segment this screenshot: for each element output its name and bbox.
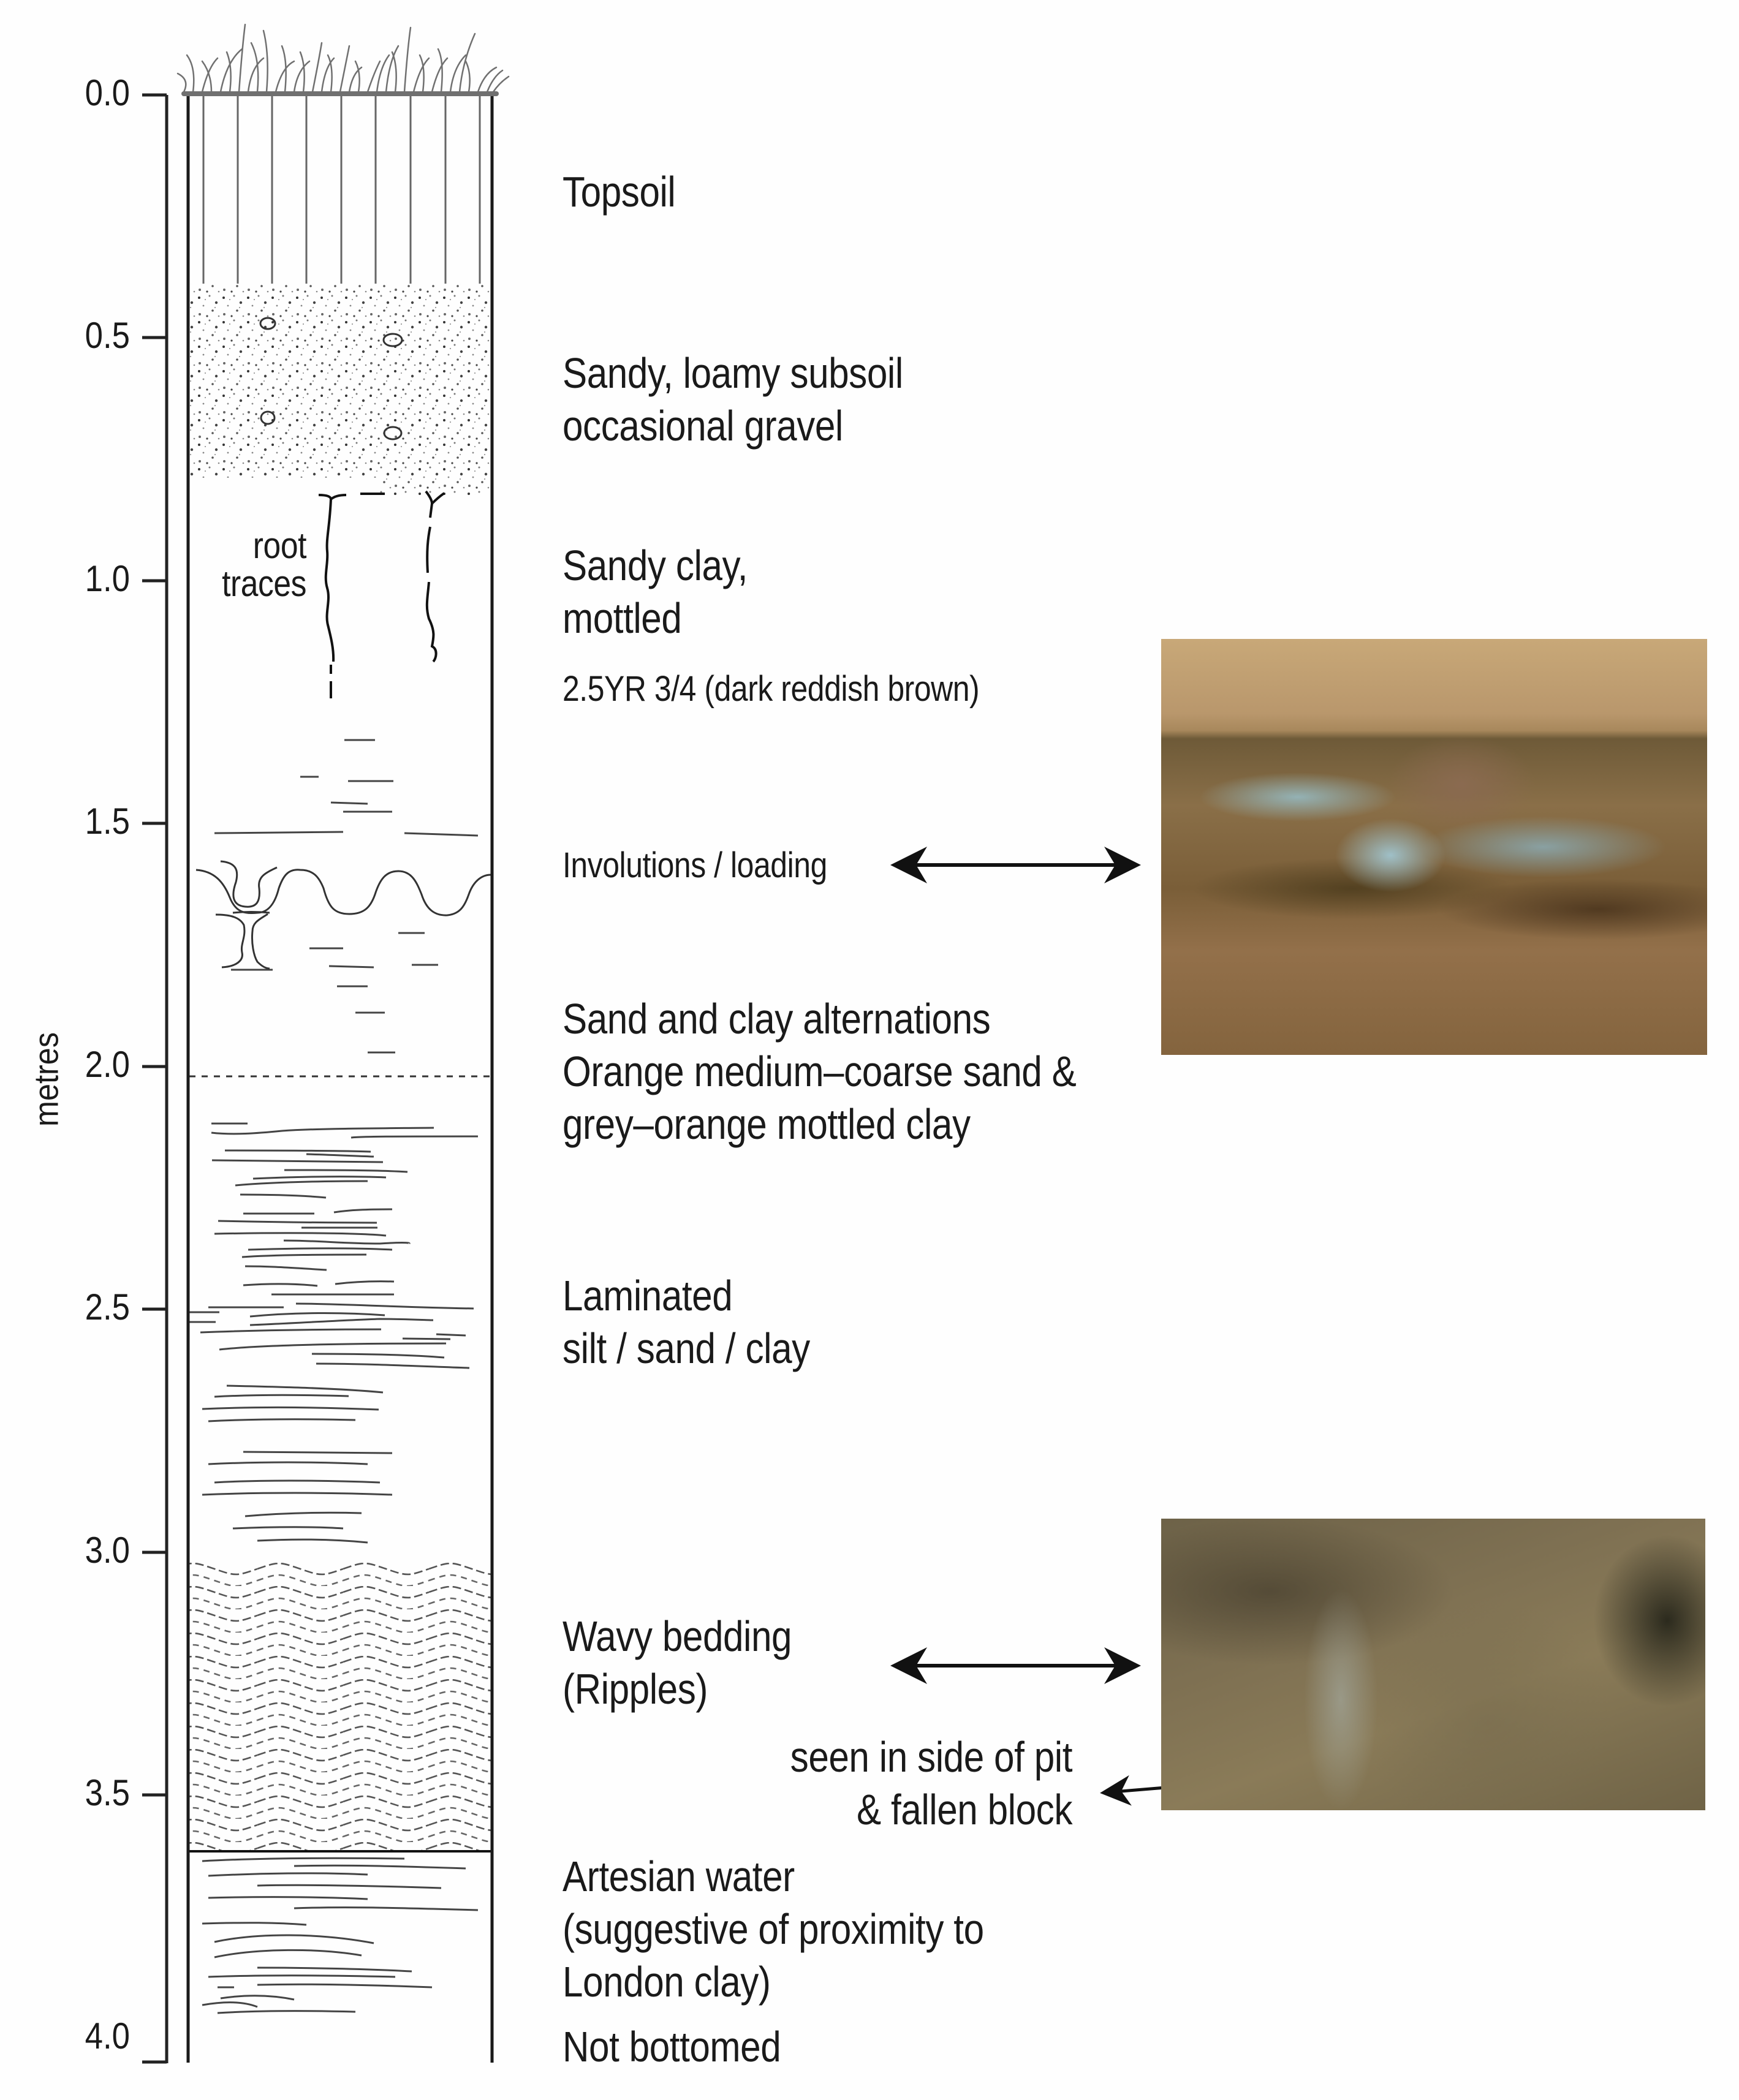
involutions-pattern — [196, 861, 491, 969]
sparse-dashes — [214, 740, 478, 1052]
root-traces-line1: root — [252, 525, 306, 566]
basal-laminated-pattern — [202, 1858, 478, 2013]
label-subsoil: Sandy, loamy subsoil occasional gravel — [563, 349, 903, 450]
tick-label-3.0: 3.0 — [85, 1530, 130, 1571]
wavy-bedding-photo — [1161, 1519, 1705, 1810]
label-involutions: Involutions / loading — [563, 845, 827, 885]
label-alternations: Sand and clay alternations Orange medium–coarse sand & grey–orange mottled clay — [563, 995, 1077, 1148]
root-traces — [319, 491, 444, 698]
wavy-bedding-pattern — [189, 1563, 491, 1851]
tick-label-3.5: 3.5 — [85, 1772, 130, 1813]
label-sandy-clay: Sandy clay, mottled — [563, 542, 748, 642]
root-traces-label — [201, 527, 306, 603]
tick-label-1.0: 1.0 — [85, 558, 130, 599]
depth-axis — [142, 95, 167, 2063]
grass-icon — [178, 25, 509, 94]
label-not-bottomed: Not bottomed — [563, 2023, 781, 2071]
tick-label-0.0: 0.0 — [85, 72, 130, 113]
laminated-pattern — [189, 1124, 478, 1543]
tick-label-0.5: 0.5 — [85, 315, 130, 356]
tick-label-1.5: 1.5 — [85, 801, 130, 842]
topsoil-pattern — [203, 95, 480, 284]
axis-title-metres: metres — [26, 1032, 66, 1127]
label-seen-in-pit: seen in side of pit & fallen block — [790, 1733, 1072, 1834]
subsoil-pattern — [189, 284, 491, 495]
label-topsoil: Topsoil — [563, 168, 676, 216]
tick-label-2.5: 2.5 — [85, 1286, 130, 1328]
root-traces-line2: traces — [222, 563, 306, 604]
tick-label-4.0: 4.0 — [85, 2015, 130, 2057]
label-laminated: Laminated silt / sand / clay — [563, 1272, 810, 1372]
label-wavy-bedding: Wavy bedding (Ripples) — [563, 1612, 792, 1713]
tick-label-2.0: 2.0 — [85, 1044, 130, 1085]
label-artesian-water: Artesian water (suggestive of proximity to London clay) — [563, 1853, 984, 2006]
label-munsell-colour: 2.5YR 3/4 (dark reddish brown) — [563, 669, 980, 709]
involutions-photo — [1161, 639, 1707, 1055]
